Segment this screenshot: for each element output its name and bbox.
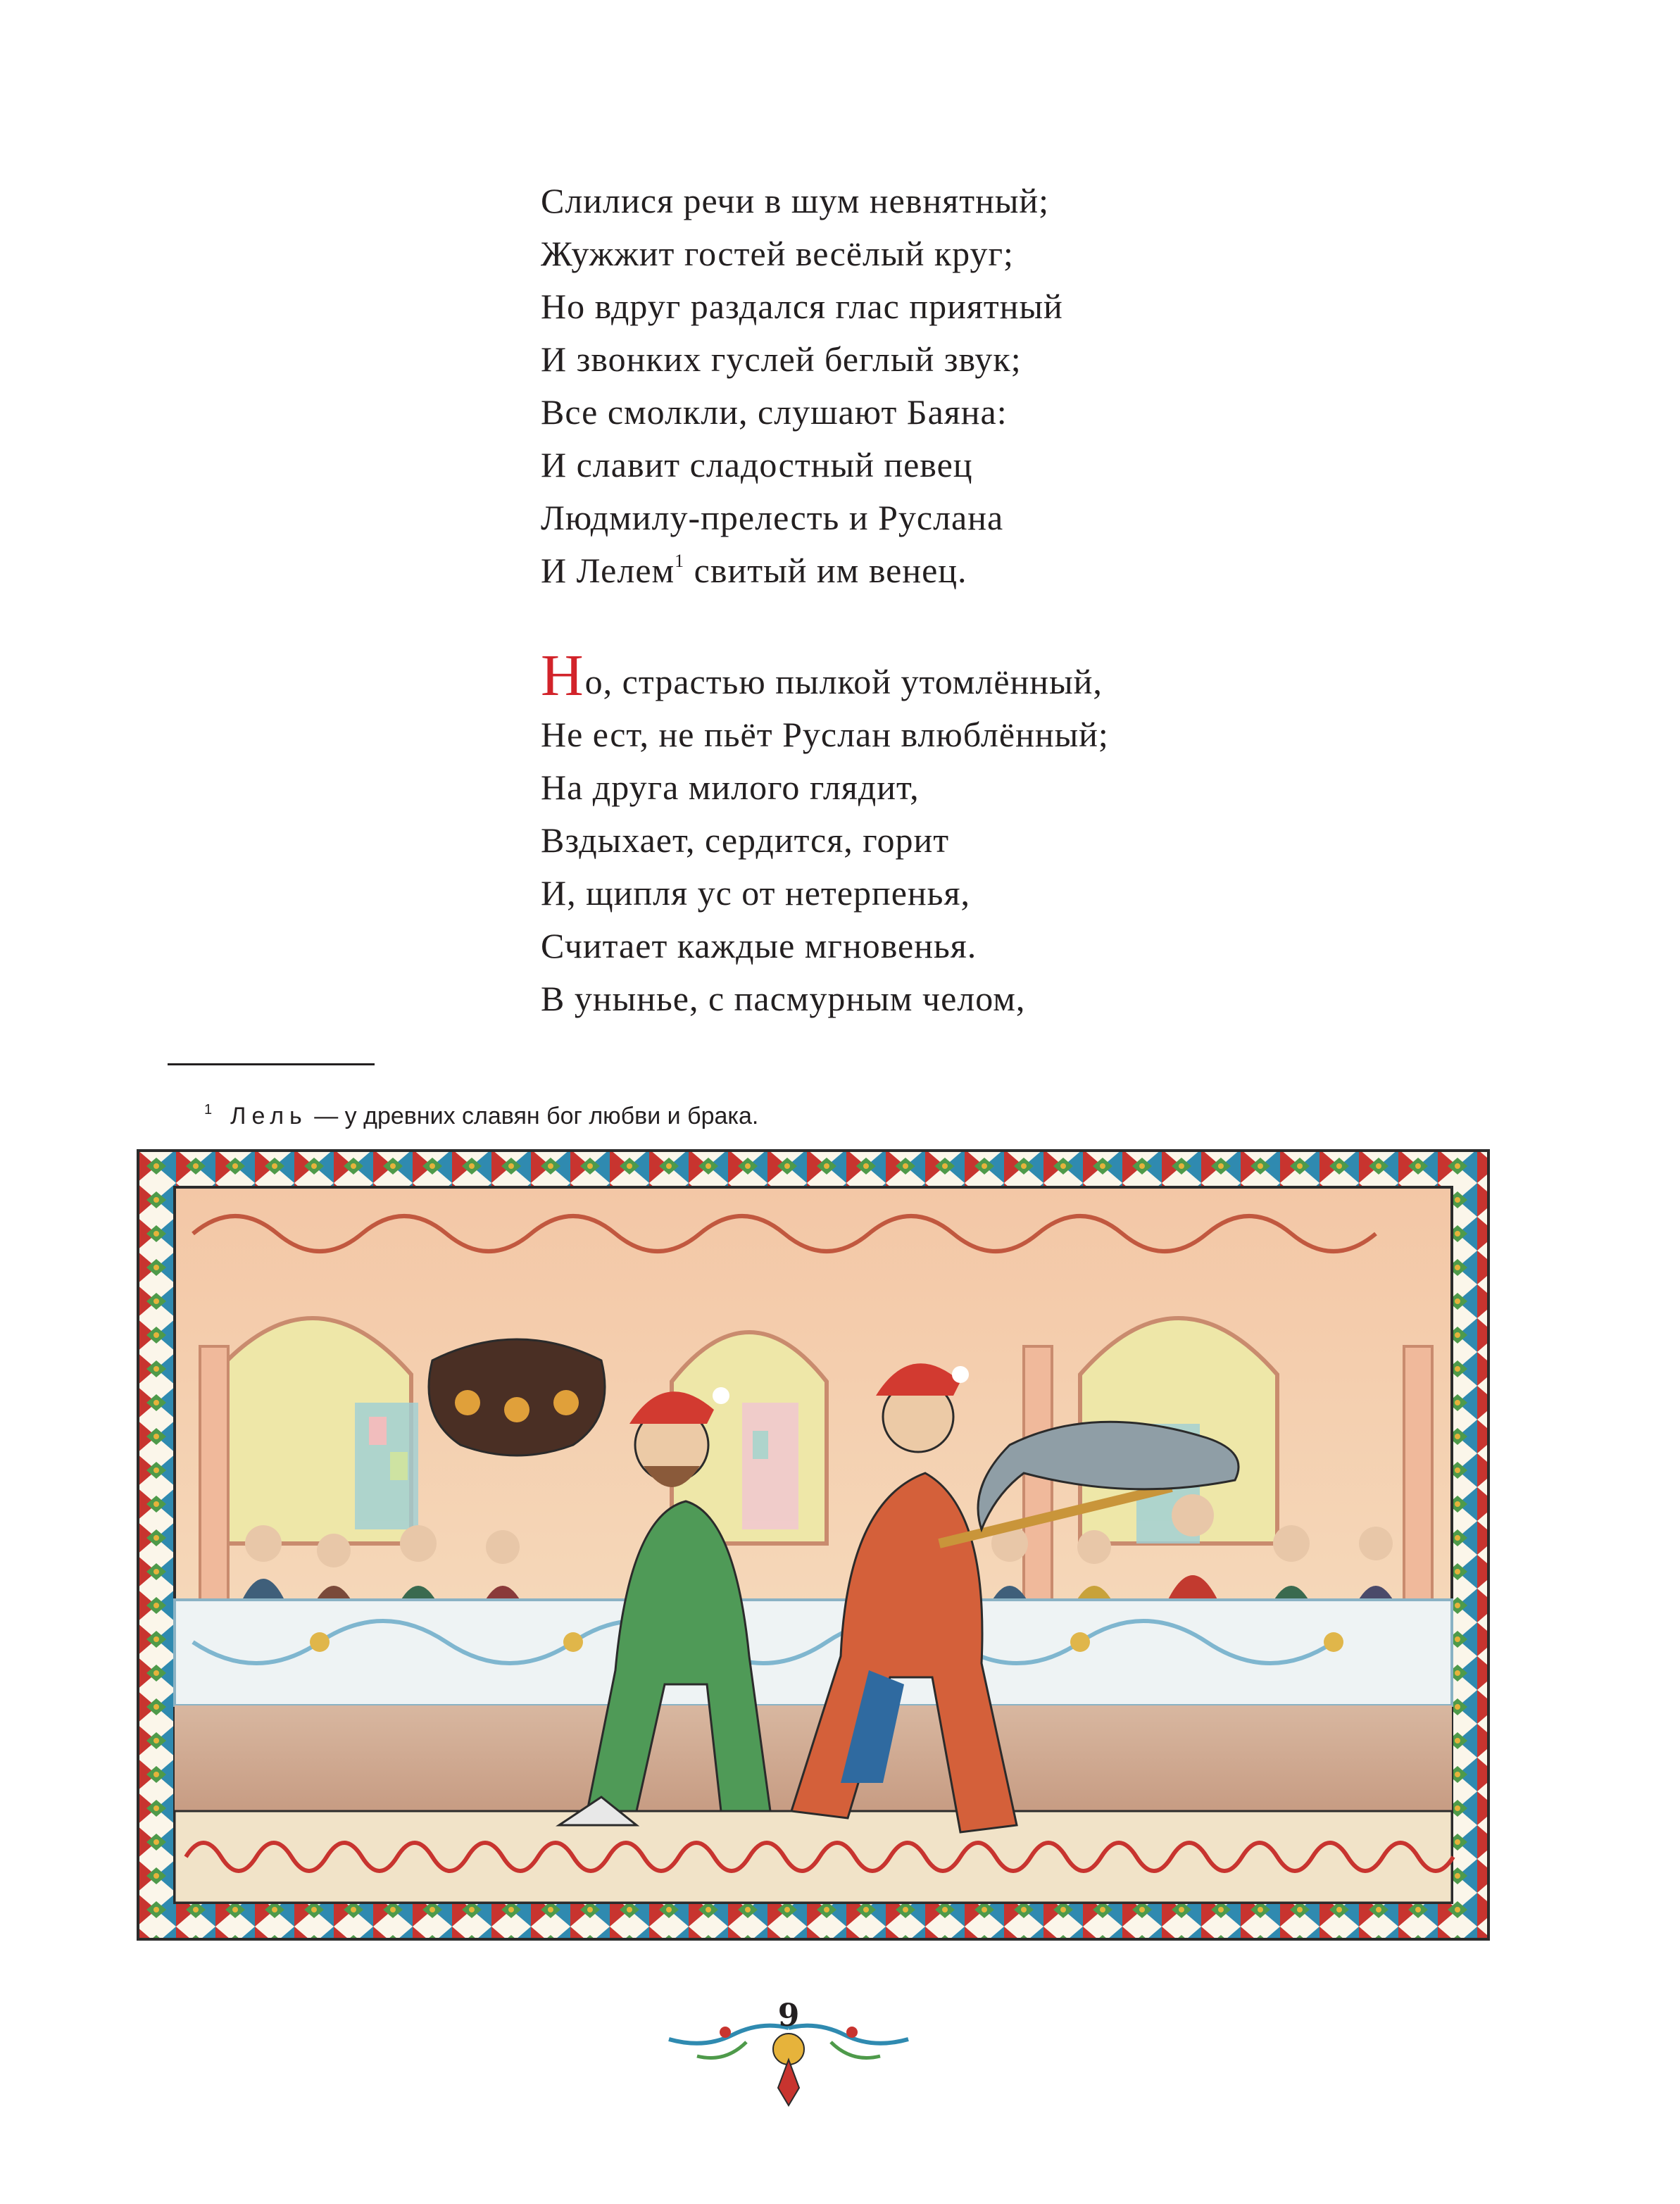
footnote-reference[interactable]: 1 xyxy=(675,551,685,571)
verse-text: свитый им венец. xyxy=(684,551,967,590)
footnote-text: — у древних славян бог любви и брака. xyxy=(307,1103,759,1129)
verse-text: о, страстью пылкой утомлённый, xyxy=(584,662,1103,701)
verse-line: В унынье, с пасмурным челом, xyxy=(541,979,1026,1018)
verse-line: Жужжит гостей весёлый круг; xyxy=(541,234,1014,273)
verse-line: Вздыхает, сердится, горит xyxy=(541,820,950,860)
verse-line xyxy=(541,544,1063,597)
verse-line: Но вдруг раздался глас приятный xyxy=(541,287,1063,326)
drop-cap: Н xyxy=(541,643,584,708)
verse-line: Все смолкли, слушают Баяна: xyxy=(541,392,1008,432)
verse-line xyxy=(541,643,1109,708)
footnote-divider xyxy=(168,1063,375,1065)
verse-line: Не ест, не пьёт Руслан влюблённый; xyxy=(541,715,1109,754)
verse-line: На друга милого глядит, xyxy=(541,768,920,807)
footnote xyxy=(204,1093,758,1133)
verse-line: Людмилу-прелесть и Руслана xyxy=(541,498,1004,537)
page-number: 9 xyxy=(777,1998,800,2034)
footnote-term: Лель xyxy=(230,1103,308,1129)
verse-text: И Лелем xyxy=(541,551,675,590)
verse-line: Считает каждые мгновенья. xyxy=(541,926,977,965)
verse-line: И звонких гуслей беглый звук; xyxy=(541,339,1022,379)
stanza-1 xyxy=(541,175,1063,597)
verse-line: И славит сладостный певец xyxy=(541,445,973,484)
verse-line: И, щипля ус от нетерпенья, xyxy=(541,873,970,913)
feast-illustration xyxy=(137,1149,1490,1941)
footnote-mark: 1 xyxy=(204,1102,213,1117)
verse-line: Слилися речи в шум невнятный; xyxy=(541,181,1050,220)
stanza-2 xyxy=(541,643,1109,1025)
